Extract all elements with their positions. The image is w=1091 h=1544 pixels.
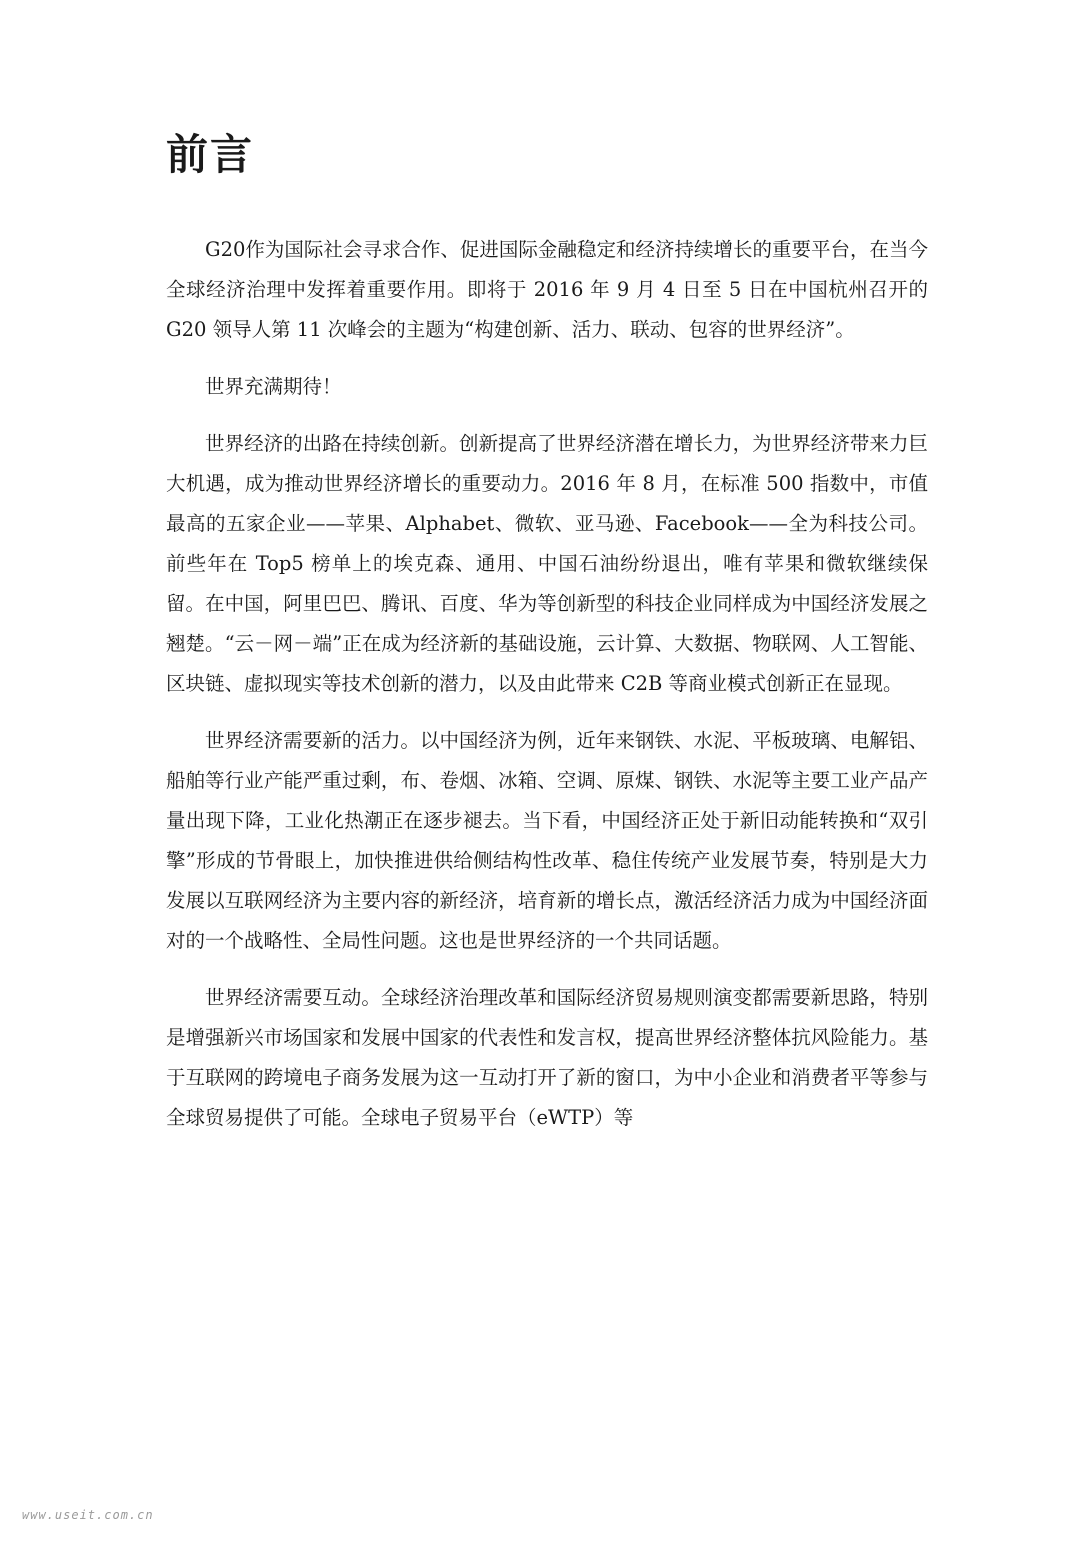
page-title: 前言	[166, 130, 255, 179]
paragraph-vitality: 世界经济需要新的活力。以中国经济为例，近年来钢铁、水泥、平板玻璃、电解铝、船舶等行业产能严重过剩，布、卷烟、冰箱、空调、原煤、钢铁、水泥等主要工业产品产量出现下降，工业化热潮正在逐步褪去。当下看，中国经济正处于新旧动能转换和“双引擎”形成的节骨眼上，加快推进供给侧结构性改革、稳住传统产业发展节奏，特别是大力发展以互联网经济为主要内容的新经济，培育新的增长点，激活经济活力成为中国经济面对的一个战略性、全局性问题。这也是世界经济的一个共同话题。	[166, 729, 928, 952]
document-body	[166, 230, 928, 1155]
paragraph-innovation: 世界经济的出路在持续创新。创新提高了世界经济潜在增长力，为世界经济带来力巨大机遇，成为推动世界经济增长的重要动力。2016 年 8 月，在标准 500 指数中，市值最高的五家企业——苹果、Alphabet、微软、亚马逊、Facebook——全为科技公司。前些年在 Top5 榜单上的埃克森、通用、中国石油纷纷退出，唯有苹果和微软继续保留。在中国，阿里巴巴、腾讯、百度、华为等创新型的科技企业同样成为中国经济发展之翘楚。“云－网－端”正在成为经济新的基础设施，云计算、大数据、物联网、人工智能、区块链、虚拟现实等技术创新的潜力，以及由此带来 C2B 等商业模式创新正在显现。	[166, 432, 928, 695]
paragraph-intro: G20作为国际社会寻求合作、促进国际金融稳定和经济持续增长的重要平台，在当今全球经济治理中发挥着重要作用。即将于 2016 年 9 月 4 日至 5 日在中国杭州召开的 G20 领导人第 11 次峰会的主题为“构建创新、活力、联动、包容的世界经济”。	[166, 238, 928, 341]
paragraph-expectation: 世界充满期待！	[205, 375, 342, 398]
paragraph-interaction: 世界经济需要互动。全球经济治理改革和国际经济贸易规则演变都需要新思路，特别是增强新兴市场国家和发展中国家的代表性和发言权，提高世界经济整体抗风险能力。基于互联网的跨境电子商务发展为这一互动打开了新的窗口，为中小企业和消费者平等参与全球贸易提供了可能。全球电子贸易平台（eWTP）等	[166, 986, 928, 1129]
watermark: www.useit.com.cn	[22, 1508, 154, 1522]
